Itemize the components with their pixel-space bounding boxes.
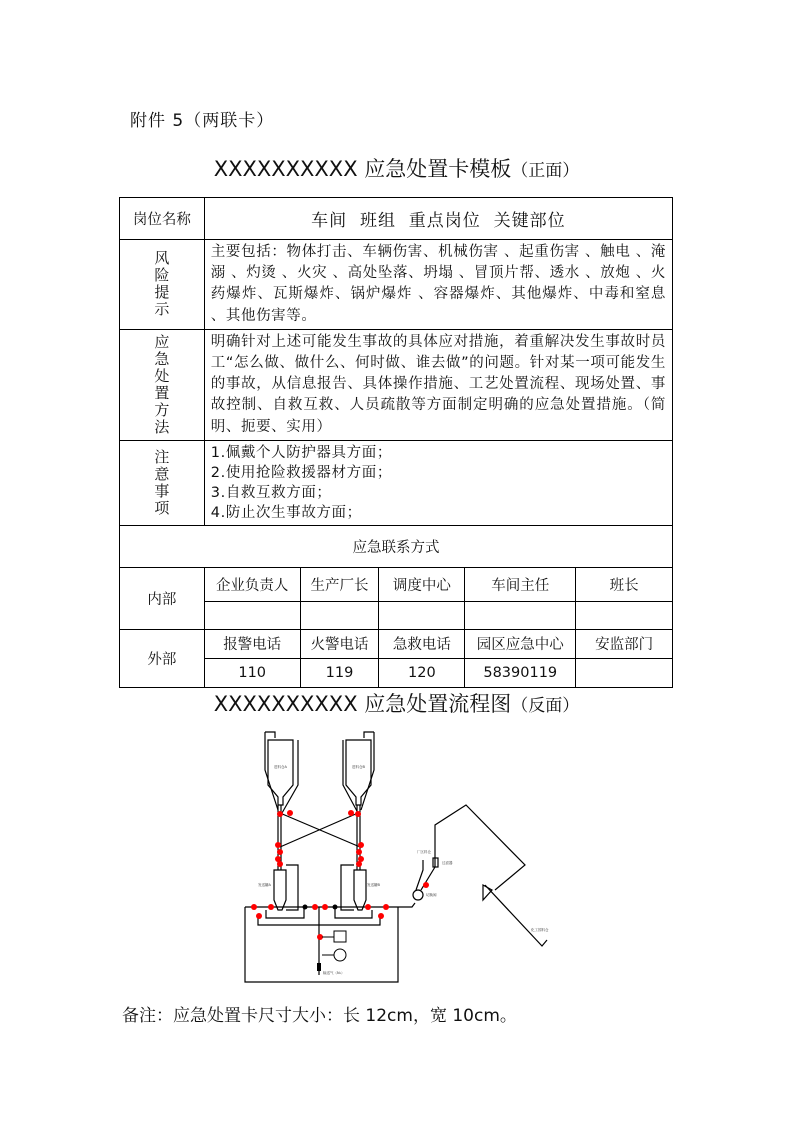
external-value xyxy=(576,658,673,687)
notes-label-text: 注意事项 xyxy=(154,447,170,517)
notes-list xyxy=(204,440,672,525)
filter-line xyxy=(421,805,525,890)
risk-label xyxy=(120,240,205,330)
external-role: 报警电话 xyxy=(204,629,300,658)
silo-b-bypass xyxy=(343,732,374,813)
gauges xyxy=(322,931,346,961)
external-value: 120 xyxy=(379,658,465,687)
tank-a xyxy=(274,865,298,910)
silo-a-label: 进料仓A xyxy=(274,765,287,769)
cross-line xyxy=(280,813,360,847)
external-role: 安监部门 xyxy=(576,629,673,658)
switch-valve xyxy=(413,890,423,900)
internal-value xyxy=(576,601,673,629)
internal-role: 调度中心 xyxy=(379,567,465,601)
method-label-text: 应急处置方法 xyxy=(154,332,170,436)
front-title xyxy=(0,153,793,183)
internal-value xyxy=(465,601,576,629)
back-title-suffix: （反面） xyxy=(511,696,580,716)
internal-role: 班长 xyxy=(576,567,673,601)
external-role: 急救电话 xyxy=(379,629,465,658)
internal-role: 企业负责人 xyxy=(204,567,300,601)
park-line xyxy=(485,885,547,946)
back-title-text: XXXXXXXXXX 应急处置流程图 xyxy=(213,692,512,716)
post-name-label: 岗位名称 xyxy=(120,198,205,240)
risk-text: 主要包括：物体打击、车辆伤害、机械伤害 、起重伤害 、触电 、淹溺 、灼烫 、火灾 、高处坠落、坍塌 、冒顶片帮、透水 、放炮 、火药爆炸、瓦斯爆炸、锅炉爆炸 、容器爆炸、其他爆炸、中毒和窒息 、其他伤害等。 xyxy=(204,240,672,330)
external-value: 58390119 xyxy=(465,658,576,687)
filter-label: 过滤器 xyxy=(442,861,453,865)
risk-label-text: 风险提示 xyxy=(154,249,170,319)
plant-silo-label: 厂区料仓 xyxy=(417,850,431,854)
post-name-value: 车间 班组 重点岗位 关键部位 xyxy=(204,198,672,240)
internal-role: 生产厂长 xyxy=(300,567,379,601)
note-item: 1.佩戴个人防护器具方面； xyxy=(210,444,392,461)
size-note: 备注：应急处置卡尺寸大小：长 12cm，宽 10cm。 xyxy=(122,1006,517,1026)
external-label: 外部 xyxy=(120,629,205,687)
method-text: 明确针对上述可能发生事故的具体应对措施，着重解决发生事故时员工“怎么做、做什么、何时做、谁去做”的问题。针对某一项可能发生的事故，从信息报告、具体操作措施、工艺处置流程、现场处置、事故控制、自救互救、人员疏散等方面制定明确的应急处置措施。（简明、扼要、实用） xyxy=(204,329,672,440)
silo-b-label: 进料仓B xyxy=(352,765,365,769)
note-item: 4.防止次生事故方面； xyxy=(210,504,362,521)
silo-b xyxy=(346,740,371,805)
internal-value xyxy=(300,601,379,629)
back-title xyxy=(0,688,793,718)
internal-role: 车间主任 xyxy=(465,567,576,601)
front-title-suffix: （正面） xyxy=(511,161,580,181)
contact-header: 应急联系方式 xyxy=(120,525,673,567)
gas-label: 输送气（N₂） xyxy=(323,971,345,975)
silo-a xyxy=(268,740,293,805)
tank-b-label: 发送罐B xyxy=(367,883,380,887)
note-item: 3.自救互救方面； xyxy=(210,484,332,501)
method-label xyxy=(120,329,205,440)
emergency-card-table xyxy=(119,197,673,688)
external-value: 119 xyxy=(300,658,379,687)
switch-valve-label: 切换阀 xyxy=(426,893,437,897)
external-role: 园区应急中心 xyxy=(465,629,576,658)
tank-a-label: 发送罐A xyxy=(258,883,271,887)
plant-line xyxy=(416,860,423,890)
attachment-label: 附件 5（两联卡） xyxy=(130,111,275,131)
external-role: 火警电话 xyxy=(300,629,379,658)
internal-value xyxy=(204,601,300,629)
external-value: 110 xyxy=(204,658,300,687)
tank-b xyxy=(341,865,366,910)
front-title-text: XXXXXXXXXX 应急处置卡模板 xyxy=(213,157,512,181)
internal-label: 内部 xyxy=(120,567,205,629)
process-flow-diagram xyxy=(240,725,560,990)
notes-label xyxy=(120,440,205,525)
note-item: 2.使用抢险救援器材方面； xyxy=(210,464,392,481)
park-silo-label: 化工园料仓 xyxy=(531,928,549,932)
internal-value xyxy=(379,601,465,629)
